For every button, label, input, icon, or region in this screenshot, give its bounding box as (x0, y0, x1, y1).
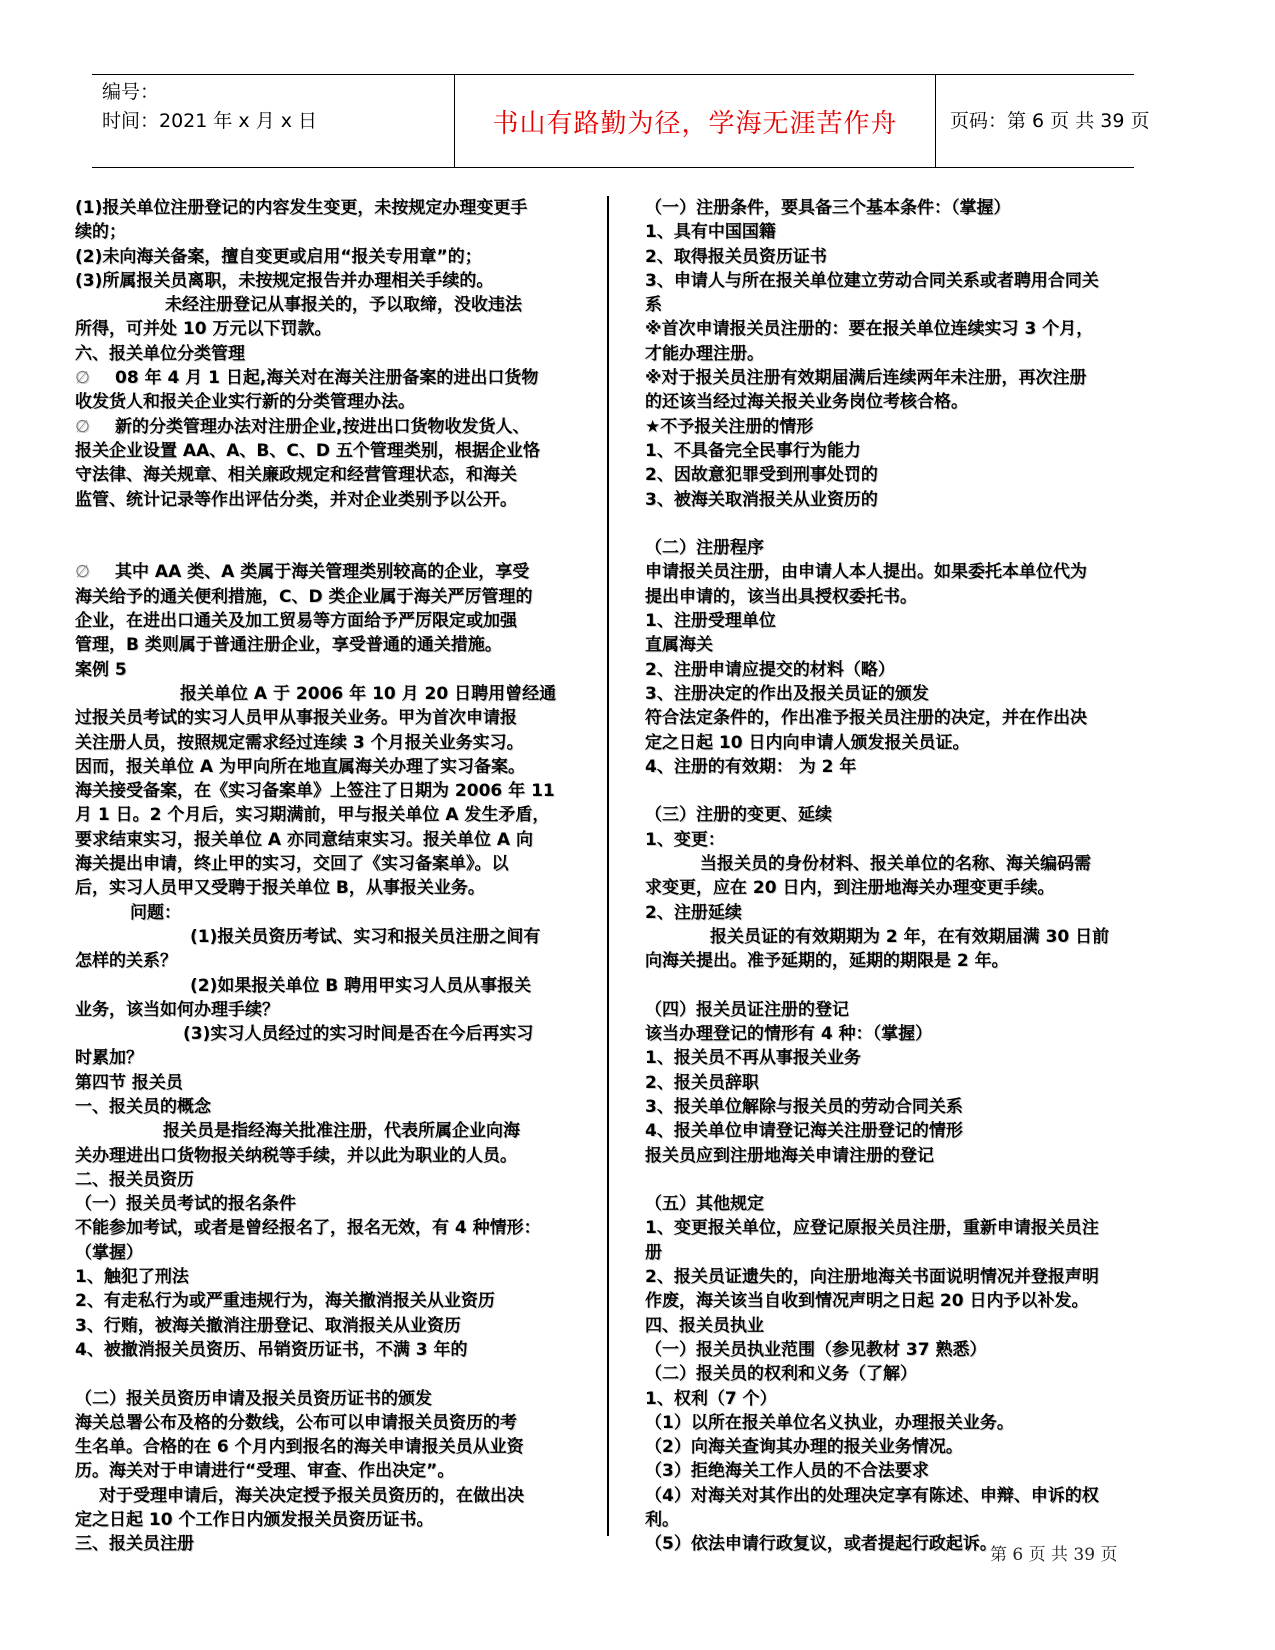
paragraph-line: 作废，海关该当自收到情况声明之日起 20 日内予以补发。 (645, 1291, 1089, 1312)
list-item: 1、不具备完全民事行为能力 (645, 440, 861, 461)
header-meta (102, 75, 442, 170)
empty-set-bullet-icon: ∅ (75, 416, 90, 437)
paragraph-line: 要求结束实习，报关单位 A 亦同意结束实习。报关单位 A 向 (75, 829, 533, 850)
paragraph-line: (3)所属报关员离职，未按规定报告并办理相关手续的。 (75, 270, 494, 291)
paragraph-line: (3)实习人员经过的实习时间是否在今后再实习 (183, 1024, 534, 1045)
list-item: 3、注册决定的作出及报关员证的颁发 (645, 683, 929, 704)
paragraph-line: 当报关员的身份材料、报关单位的名称、海关编码需 (700, 854, 1091, 875)
paragraph-line: 报关员是指经海关批准注册，代表所属企业向海 (163, 1121, 520, 1142)
header-page-info: 页码：第 6 页 共 39 页 (950, 110, 1150, 132)
page-footer: 第 6 页 共 39 页 (990, 1545, 1118, 1565)
list-item: 1、变更报关单位，应登记原报关员注册，重新申请报关员注 (645, 1218, 1099, 1239)
paragraph-line: 关办理进出口货物报关纳税等手续，并以此为职业的人员。 (75, 1145, 517, 1166)
paragraph-line: 时累加？ (75, 1048, 143, 1069)
list-item: 2、因故意犯罪受到刑事处罚的 (645, 465, 878, 486)
spacer (645, 974, 1145, 998)
empty-set-bullet-icon: ∅ (75, 368, 90, 389)
list-item: 1、报关员不再从事报关业务 (645, 1048, 861, 1069)
paragraph-line: 未经注册登记从事报关的，予以取缔，没收违法 (165, 295, 522, 316)
paragraph-line: 不能参加考试，或者是曾经报名了，报名无效，有 4 种情形： (75, 1218, 541, 1239)
sub-heading: （四）报关员证注册的登记 (645, 999, 849, 1020)
list-item: 4、报关单位申请登记海关注册登记的情形 (645, 1121, 963, 1142)
list-item: 3、报关单位解除与报关员的劳动合同关系 (645, 1096, 963, 1117)
paragraph-line: 海关给予的通关便利措施，C、D 类企业属于海关严厉管理的 (75, 586, 533, 607)
sub-heading: ★不予报关注册的情形 (645, 416, 814, 437)
paragraph-line: 系 (645, 295, 662, 316)
sub-heading: （一）注册条件，要具备三个基本条件：（掌握） (645, 198, 1011, 218)
paragraph-line: 报关员应到注册地海关申请注册的登记 (645, 1145, 934, 1166)
sub-heading: （一）报关员考试的报名条件 (75, 1194, 296, 1215)
paragraph-line: 续的； (75, 222, 126, 243)
spacer (645, 1168, 1145, 1192)
paragraph-line: (2)如果报关单位 B 聘用甲实习人员从事报关 (190, 975, 532, 996)
paragraph-line: 后，实习人员甲又受聘于报关单位 B，从事报关业务。 (75, 878, 485, 899)
paragraph-line: 海关总署公布及格的分数线，公布可以申请报关员资历的考 (75, 1412, 517, 1433)
right-column (645, 196, 1145, 1557)
paragraph-line: 海关接受备案，在《实习备案单》上签注了日期为 2006 年 11 (75, 781, 555, 802)
list-item: 4、注册的有效期： 为 2 年 (645, 756, 857, 777)
section-heading: 二、报关员资历 (75, 1169, 194, 1190)
paragraph-line: 该当办理登记的情形有 4 种：（掌握） (645, 1024, 933, 1045)
paragraph-line: 直属海关 (645, 635, 713, 656)
paragraph-line: 怎样的关系？ (75, 951, 177, 972)
bullet-paragraph: ∅ 其中 AA 类、A 类属于海关管理类别较高的企业，享受 (75, 560, 575, 584)
document-time: 时间：2021 年 x 月 x 日 (102, 110, 318, 132)
list-item: （5）依法申请行政复议，或者提起行政起诉。 (645, 1534, 997, 1555)
section-heading: 一、报关员的概念 (75, 1096, 211, 1117)
paragraph-line: 过报关员考试的实习人员甲从事报关业务。甲为首次申请报 (75, 708, 517, 729)
list-item: （4）对海关对其作出的处理决定享有陈述、申辩、申诉的权 (645, 1485, 1099, 1506)
list-item: 2、取得报关员资历证书 (645, 246, 827, 267)
spacer (75, 512, 575, 561)
case-heading: 案例 5 (75, 659, 127, 680)
paragraph-line: 关注册人员，按照规定需求经过连续 3 个月报关业务实习。 (75, 732, 524, 753)
paragraph-line: 问题： (130, 902, 181, 923)
sub-heading: （五）其他规定 (645, 1194, 764, 1215)
spacer (75, 1362, 575, 1386)
left-column (75, 196, 575, 1557)
list-item: 2、有走私行为或严重违规行为，海关撤消报关从业资历 (75, 1291, 495, 1312)
list-item: 2、注册延续 (645, 902, 742, 923)
section-heading: 四、报关员执业 (645, 1315, 764, 1336)
list-item: 4、被撤消报关员资历、吊销资历证书，不满 3 年的 (75, 1339, 468, 1360)
list-item: 2、报关员证遗失的，向注册地海关书面说明情况并登报声明 (645, 1267, 1099, 1288)
column-divider (607, 196, 609, 1536)
document-number-label: 编号： (102, 81, 160, 103)
paragraph-line: 册 (645, 1242, 662, 1263)
paragraph-line: (2)未向海关备案，擅自变更或启用“报关专用章”的； (75, 246, 482, 267)
paragraph-line: 收发货人和报关企业实行新的分类管理办法。 (75, 392, 415, 413)
paragraph-line: (1)报关员资历考试、实习和报关员注册之间有 (190, 926, 541, 947)
sub-heading: （三）注册的变更、延续 (645, 805, 832, 826)
paragraph-line: 监管、统计记录等作出评估分类，并对企业类别予以公开。 (75, 489, 517, 510)
list-item: （1）以所在报关单位名义执业，办理报关业务。 (645, 1412, 1014, 1433)
header-motto: 书山有路勤为径，学海无涯苦作舟 (454, 75, 936, 167)
paragraph-line: 才能办理注册。 (645, 343, 764, 364)
list-item: 2、注册申请应提交的材料（略） (645, 659, 895, 680)
list-item: 1、注册受理单位 (645, 611, 776, 632)
paragraph-line: 定之日起 10 日内向申请人颁发报关员证。 (645, 732, 970, 753)
spacer (645, 512, 1145, 536)
paragraph-line: 历。海关对于申请进行“受理、审查、作出决定”。 (75, 1461, 455, 1482)
section-heading: 第四节 报关员 (75, 1072, 183, 1093)
section-heading: 六、报关单位分类管理 (75, 343, 245, 364)
bullet-paragraph: ∅ 08 年 4 月 1 日起,海关对在海关注册备案的进出口货物 (75, 366, 575, 390)
list-item: 3、被海关取消报关从业资历的 (645, 489, 878, 510)
paragraph-line: 符合法定条件的，作出准予报关员注册的决定，并在作出决 (645, 708, 1087, 729)
list-item: （3）拒绝海关工作人员的不合法要求 (645, 1461, 929, 1482)
sub-heading: （二）报关员资历申请及报关员资历证书的颁发 (75, 1388, 432, 1409)
paragraph-line: 月 1 日。2 个月后，实习期满前，甲与报关单位 A 发生矛盾， (75, 805, 550, 826)
sub-heading: （二）报关员的权利和义务（了解） (645, 1364, 917, 1385)
paragraph-line: 向海关提出。准予延期的，延期的期限是 2 年。 (645, 951, 1009, 972)
paragraph-line: 企业，在进出口通关及加工贸易等方面给予严厉限定或加强 (75, 611, 517, 632)
list-item: 1、权利（7 个） (645, 1388, 777, 1409)
paragraph-line: 报关员证的有效期期为 2 年，在有效期届满 30 日前 (710, 926, 1110, 947)
list-item: （2）向海关查询其办理的报关业务情况。 (645, 1437, 963, 1458)
sub-heading: （二）注册程序 (645, 538, 764, 559)
note-line: ※首次申请报关员注册的：要在报关单位连续实习 3 个月， (645, 319, 1094, 340)
paragraph-line: 因而，报关单位 A 为甲向所在地直属海关办理了实习备案。 (75, 756, 525, 777)
list-item: 3、行贿，被海关撤消注册登记、取消报关从业资历 (75, 1315, 461, 1336)
paragraph-line: 业务，该当如何办理手续？ (75, 999, 279, 1020)
paragraph-line: （掌握） (75, 1242, 143, 1263)
paragraph-line: 生名单。合格的在 6 个月内到报名的海关申请报关员从业资 (75, 1437, 524, 1458)
sub-heading: （一）报关员执业范围（参见教材 37 熟悉） (645, 1339, 987, 1360)
page-header (92, 74, 1150, 168)
spacer (645, 779, 1145, 803)
paragraph-line: 报关单位 A 于 2006 年 10 月 20 日聘用曾经通 (180, 683, 557, 704)
paragraph-line: 申请报关员注册，由申请人本人提出。如果委托本单位代为 (645, 562, 1087, 583)
list-item: 1、具有中国国籍 (645, 222, 776, 243)
bullet-paragraph: ∅ 新的分类管理办法对注册企业,按进出口货物收发货人、 (75, 415, 575, 439)
paragraph-line: 报关企业设置 AA、A、B、C、D 五个管理类别，根据企业恪 (75, 440, 540, 461)
section-heading: 三、报关员注册 (75, 1534, 194, 1555)
paragraph-line: 定之日起 10 个工作日内颁发报关员资历证书。 (75, 1510, 434, 1531)
paragraph-line: 提出申请的，该当出具授权委托书。 (645, 586, 917, 607)
paragraph-line: 利。 (645, 1510, 679, 1531)
paragraph-line: 所得，可并处 10 万元以下罚款。 (75, 319, 332, 340)
paragraph-line: (1)报关单位注册登记的内容发生变更，未按规定办理变更手 (75, 198, 528, 218)
paragraph-line: 海关提出申请，终止甲的实习，交回了《实习备案单》。以 (75, 854, 509, 875)
list-item: 1、触犯了刑法 (75, 1267, 189, 1288)
note-line: ※对于报关员注册有效期届满后连续两年未注册，再次注册 (645, 368, 1087, 389)
list-item: 3、申请人与所在报关单位建立劳动合同关系或者聘用合同关 (645, 270, 1099, 291)
paragraph-line: 守法律、海关规章、相关廉政规定和经营管理状态，和海关 (75, 465, 517, 486)
paragraph-line: 管理，B 类则属于普通注册企业，享受普通的通关措施。 (75, 635, 502, 656)
list-item: 2、报关员辞职 (645, 1072, 759, 1093)
paragraph-line: 对于受理申请后，海关决定授予报关员资历的，在做出决 (99, 1485, 524, 1506)
list-item: 1、变更： (645, 829, 725, 850)
empty-set-bullet-icon: ∅ (75, 562, 90, 583)
paragraph-line: 的还该当经过海关报关业务岗位考核合格。 (645, 392, 968, 413)
paragraph-line: 求变更，应在 20 日内，到注册地海关办理变更手续。 (645, 878, 1055, 899)
